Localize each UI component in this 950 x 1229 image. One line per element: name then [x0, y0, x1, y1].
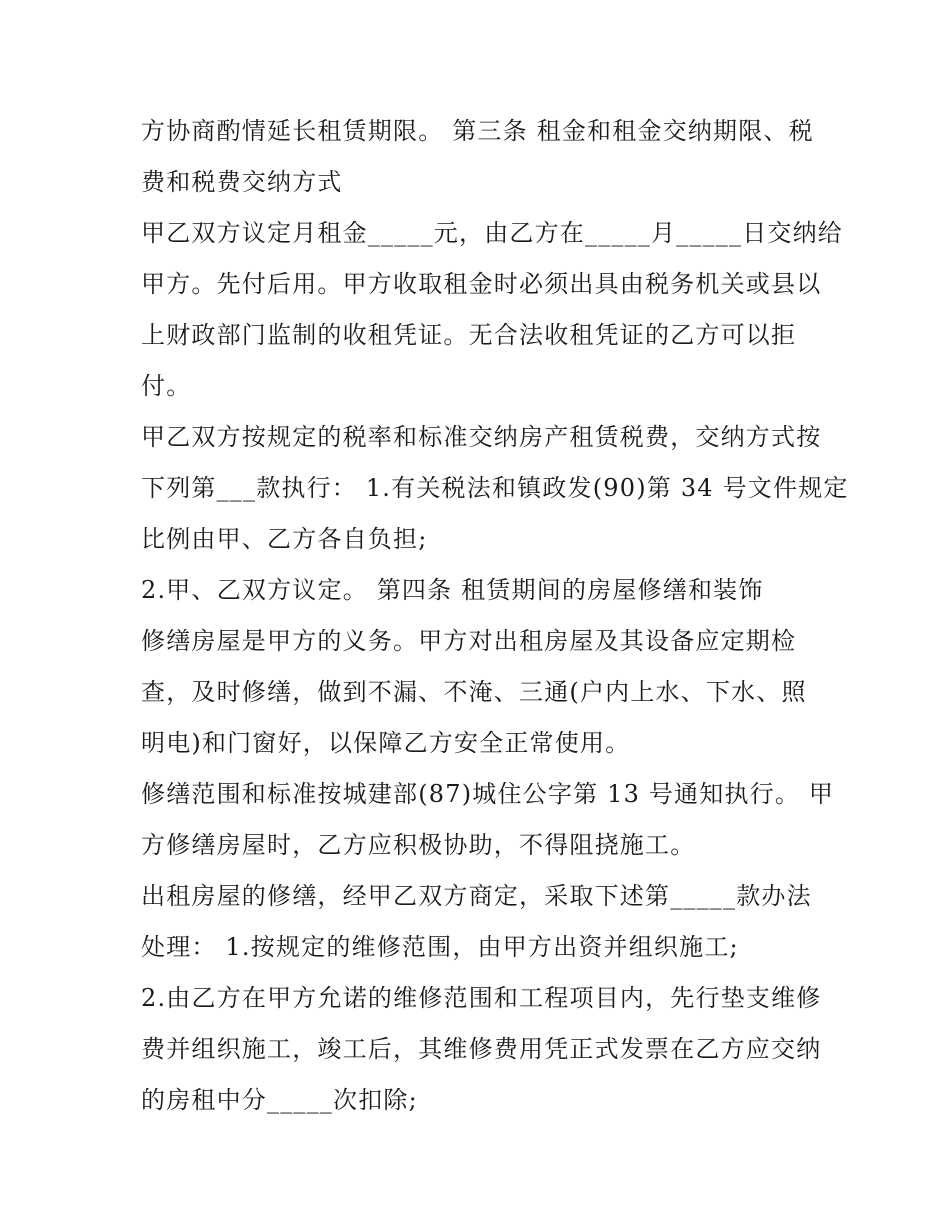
- text-line: 2.由乙方在甲方允诺的维修范围和工程项目内，先行垫支维修: [141, 984, 822, 1012]
- text-line: 甲乙双方按规定的税率和标准交纳房产租赁税费，交纳方式按: [141, 423, 822, 451]
- text-line: 查，及时修缮，做到不漏、不淹、三通(户内上水、下水、照: [141, 678, 807, 706]
- text-line: 修缮房屋是甲方的义务。甲方对出租房屋及其设备应定期检: [141, 627, 797, 655]
- document-body: [141, 106, 849, 1126]
- text-line: 出租房屋的修缮，经甲乙双方商定，采取下述第_____款办法: [141, 882, 812, 910]
- text-line: 2.甲、乙双方议定。 第四条 租赁期间的房屋修缮和装饰: [141, 576, 764, 604]
- text-line: 费并组织施工，竣工后，其维修费用凭正式发票在乙方应交纳: [141, 1035, 822, 1063]
- text-line: 处理： 1.按规定的维修范围，由甲方出资并组织施工;: [141, 933, 739, 961]
- text-line: 甲方。先付后用。甲方收取租金时必须出具由税务机关或县以: [141, 270, 822, 298]
- text-line: 付。: [141, 372, 192, 400]
- text-line: 费和税费交纳方式: [141, 168, 343, 196]
- text-line: 甲乙双方议定月租金_____元，由乙方在_____月_____日交纳给: [141, 219, 843, 247]
- text-line: 明电)和门窗好，以保障乙方安全正常使用。: [141, 729, 631, 757]
- text-line: 比例由甲、乙方各自负担;: [141, 525, 428, 553]
- text-line: 方修缮房屋时，乙方应积极协助，不得阻挠施工。: [141, 831, 696, 859]
- text-line: 修缮范围和标准按城建部(87)城住公字第 13 号通知执行。 甲: [141, 780, 835, 808]
- text-line: 上财政部门监制的收租凭证。无合法收租凭证的乙方可以拒: [141, 321, 797, 349]
- text-line: 下列第___款执行： 1.有关税法和镇政发(90)第 34 号文件规定: [141, 474, 849, 502]
- text-line: 方协商酌情延长租赁期限。 第三条 租金和租金交纳期限、税: [141, 117, 814, 145]
- text-line: 的房租中分_____次扣除;: [141, 1086, 418, 1114]
